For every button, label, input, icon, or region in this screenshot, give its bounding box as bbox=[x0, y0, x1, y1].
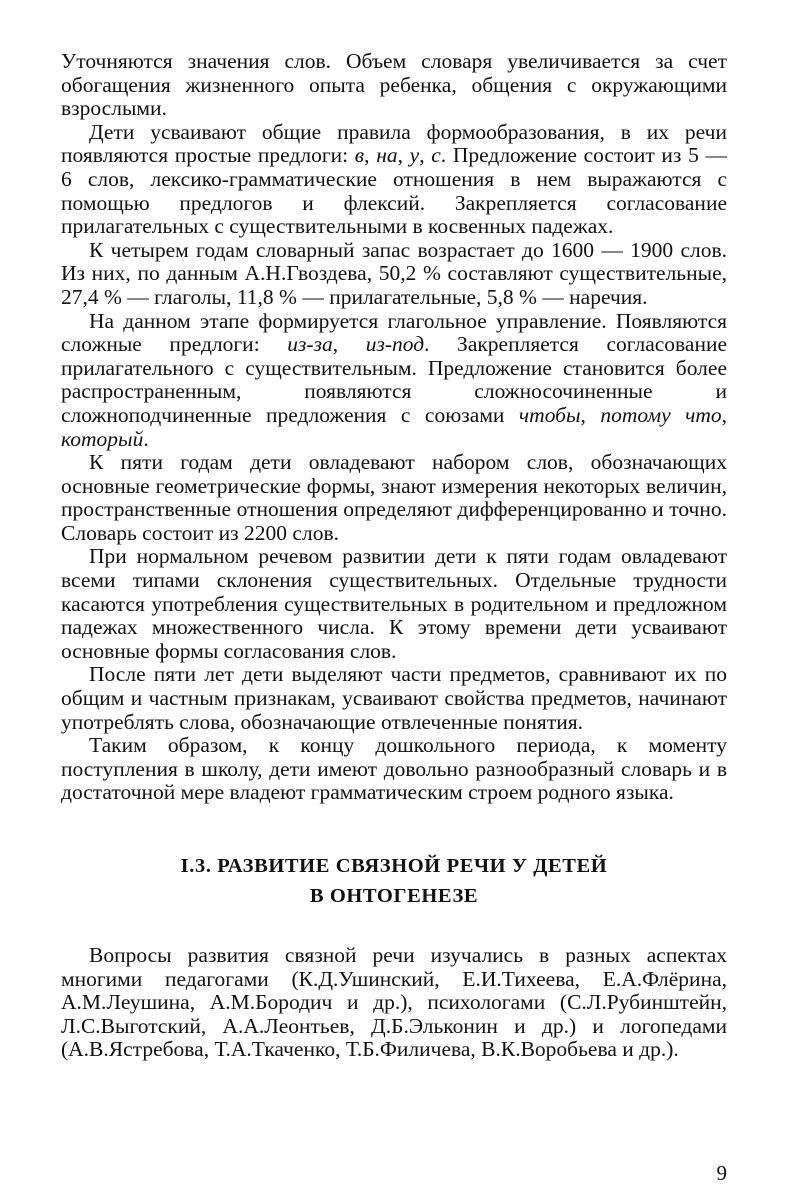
italic-term: у bbox=[409, 143, 420, 168]
section-heading-line-1: I.3. РАЗВИТИЕ СВЯЗНОЙ РЕЧИ У ДЕТЕЙ bbox=[180, 855, 608, 877]
italic-term: на bbox=[376, 143, 398, 168]
paragraph-4: На данном этапе формируется глагольное управление. Появляются сложные предлоги: из-за, из-под. Закрепляется согласование прилагательного с существительным. Предложение становится более распространенным, появляются сложносочиненные и сложноподчиненные предложения с союзами чтобы, потому что, который. bbox=[61, 308, 728, 451]
paragraph-5: К пяти годам дети овладевают набором слов, обозначающих основные геометрические формы, знают измерения некоторых величин, пространственные отношения определяют дифференцированно и точно. Словарь состоит из 2200 слов. bbox=[61, 450, 727, 545]
paragraph-6: При нормальном речевом развитии дети к пяти годам овладевают всеми типами склонения существительных. Отдельные трудности касаются употребления существительных в родительном и предложном падежах множественного числа. К этому времени дети усваивают основные формы согласования слов. bbox=[61, 544, 727, 663]
paragraph-8: Таким образом, к концу дошкольного периода, к моменту поступления в школу, дети имеют довольно разнообразный словарь и в достаточной мере владеют грамматическим строем родного языка. bbox=[61, 733, 727, 805]
italic-term: чтобы bbox=[518, 402, 581, 427]
italic-term: потому что bbox=[600, 402, 722, 427]
section-paragraph: Вопросы развития связной речи изучались в разных аспектах многими педагогами (К.Д.Ушинский, Е.И.Тихеева, Е.А.Флёрина, А.М.Леушина, А.М.Бородич и др.), психологами (С.Л.Рубинштейн, Л.С.Выготский, А.А.Леонтьев, Д.Б.Эльконин и др.) и логопедами (А.В.Ястребова, Т.А.Ткаченко, Т.Б.Филичева, В.К.Воробьева и др.). bbox=[61, 943, 727, 1062]
paragraph-7: После пяти лет дети выделяют части предметов, сравнивают их по общим и частным признакам, усваивают свойства предметов, начинают употреблять слова, обозначающие отвлеченные понятия. bbox=[61, 662, 727, 734]
italic-term: в bbox=[354, 143, 365, 168]
page-content bbox=[61, 50, 727, 1062]
section-heading-line-2: В ОНТОГЕНЕЗЕ bbox=[309, 885, 479, 907]
italic-term: из-за bbox=[287, 332, 333, 357]
italic-term: который bbox=[61, 426, 144, 451]
italic-term: с bbox=[431, 143, 441, 168]
section-heading bbox=[61, 851, 727, 911]
italic-term: из-под bbox=[365, 332, 425, 357]
paragraph-2: Дети усваивают общие правила формообразования, в их речи появляются простые предлоги: в, на, у, с. Предложение состоит из 5 — 6 слов, лексико-грамматические отношения в нем выражаются с помощью предлогов и флексий. Закрепляется согласование прилагательных с существительными в косвенных падежах. bbox=[61, 119, 727, 239]
paragraph-1: Уточняются значения слов. Объем словаря увеличивается за счет обогащения жизненного опыта ребенка, общения с окружающими взрослыми. bbox=[61, 49, 727, 121]
page-number: 9 bbox=[716, 1161, 727, 1185]
paragraph-3: К четырем годам словарный запас возрастает до 1600 — 1900 слов. Из них, по данным А.Н.Гвоздева, 50,2 % составляют существительные, 27,4 % — глаголы, 11,8 % — прилагательные, 5,8 % — наречия. bbox=[61, 237, 727, 309]
